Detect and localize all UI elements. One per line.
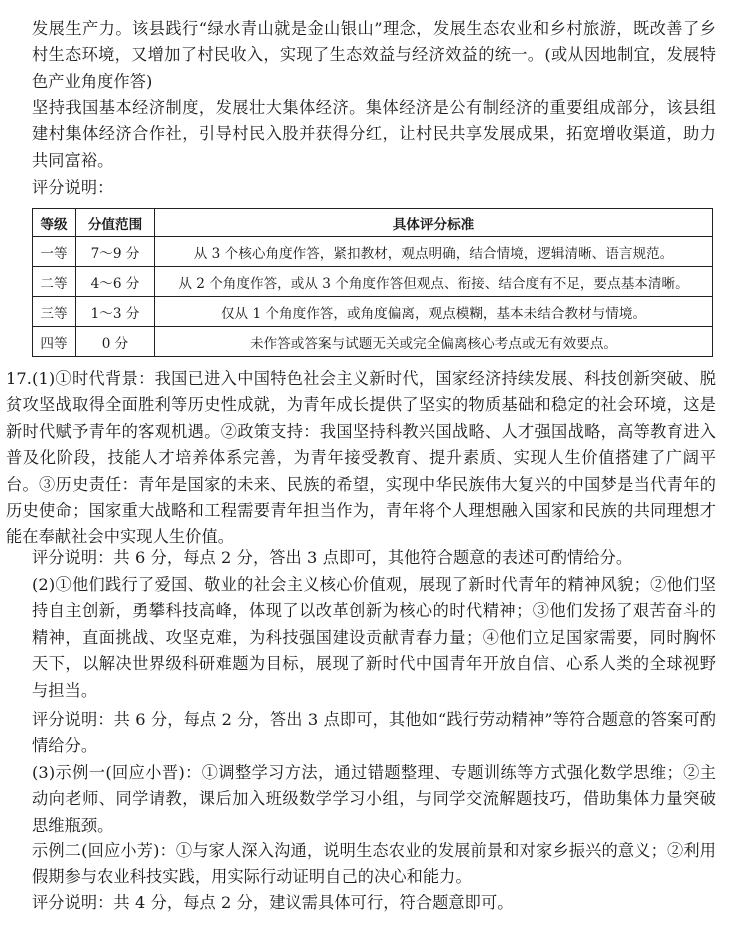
table-row	[33, 327, 713, 357]
row-level: 三等	[33, 297, 76, 327]
scoring-table-header-row	[33, 209, 713, 237]
q17-part2: (2)①他们践行了爱国、敬业的社会主义核心价值观，展现了新时代青年的精神风貌；②他们坚持自主创新，勇攀科技高峰，体现了以改革创新为核心的时代精神；③他们发扬了艰苦奋斗的精神，直面挑战、攻坚克难，为科技强国建设贡献青春力量；④他们立足国家需要，同时胸怀天下，以解决世界级科研难题为目标，展现了新时代中国青年开放自信、心系人类的全球视野与担当。	[32, 575, 716, 700]
row-criteria: 未作答或答案与试题无关或完全偏离核心考点或无有效要点。	[155, 327, 713, 357]
q17-part1: 17.(1)①时代背景：我国已进入中国特色社会主义新时代，国家经济持续发展、科技创新突破、脱贫攻坚战取得全面胜利等历史性成就，为青年成长提供了坚实的物质基础和稳定的社会环境，这是新时代赋予青年的客观机遇。②政策支持：我国坚持科教兴国战略、人才强国战略，高等教育进入普及化阶段，技能人才培养体系完善，为青年接受教育、提升素质、实现人生价值搭建了广阔平台。③历史责任：青年是国家的未来、民族的希望，实现中华民族伟大复兴的中国梦是当代青年的历史使命；国家重大战略和工程需要青年担当作为，青年将个人理想融入国家和民族的共同理想才能在奉献社会中实现人生价值。	[6, 369, 716, 547]
header-level: 等级	[33, 209, 76, 237]
header-criteria: 具体评分标准	[155, 209, 713, 237]
answer-paragraph-ecology: 发展生产力。该县践行“绿水青山就是金山银山”理念，发展生态农业和乡村旅游，既改善了乡村生态环境，又增加了村民收入，实现了生态效益与经济效益的统一。(或从因地制宜，发展特色产业角度作答)	[32, 19, 716, 91]
row-range: 1～3 分	[76, 297, 155, 327]
q17-part3-example1: (3)示例一(回应小晋)：①调整学习方法，通过错题整理、专题训练等方式强化数学思维；②主动向老师、同学请教，课后加入班级数学学习小组，与同学交流解题技巧，借助集体力量突破思维瓶颈。	[32, 763, 716, 835]
answer-paragraph-collective-economy: 坚持我国基本经济制度，发展壮大集体经济。集体经济是公有制经济的重要组成部分，该县组建村集体经济合作社，引导村民入股并获得分红，让村民共享发展成果，拓宽增收渠道，助力共同富裕。	[32, 98, 716, 170]
row-range: 0 分	[76, 327, 155, 357]
scoring-label: 评分说明：	[32, 178, 114, 197]
q17-part1-scoring: 评分说明：共 6 分，每点 2 分，答出 3 点即可，其他符合题意的表述可酌情给分。	[32, 548, 633, 567]
q17-part2-scoring: 评分说明：共 6 分，每点 2 分，答出 3 点即可，其他如“践行劳动精神”等符合题意的答案可酌情给分。	[32, 710, 716, 756]
row-range: 4～6 分	[76, 267, 155, 297]
row-level: 一等	[33, 237, 76, 267]
table-row	[33, 297, 713, 327]
table-row	[33, 267, 713, 297]
row-level: 二等	[33, 267, 76, 297]
scoring-table	[32, 208, 713, 357]
q17-part3-example2: 示例二(回应小芳)：①与家人深入沟通，说明生态农业的发展前景和对家乡振兴的意义；②利用假期参与农业科技实践，用实际行动证明自己的决心和能力。	[32, 841, 716, 887]
row-level: 四等	[33, 327, 76, 357]
row-range: 7～9 分	[76, 237, 155, 267]
header-range: 分值范围	[76, 209, 155, 237]
table-row	[33, 237, 713, 267]
q17-part3-scoring: 评分说明：共 4 分，每点 2 分，建议需具体可行，符合题意即可。	[32, 893, 514, 912]
row-criteria: 从 2 个角度作答，或从 3 个角度作答但观点、衔接、结合度有不足，要点基本清晰。	[155, 267, 713, 297]
row-criteria: 从 3 个核心角度作答，紧扣教材，观点明确，结合情境，逻辑清晰、语言规范。	[155, 237, 713, 267]
row-criteria: 仅从 1 个角度作答，或角度偏离，观点模糊，基本未结合教材与情境。	[155, 297, 713, 327]
